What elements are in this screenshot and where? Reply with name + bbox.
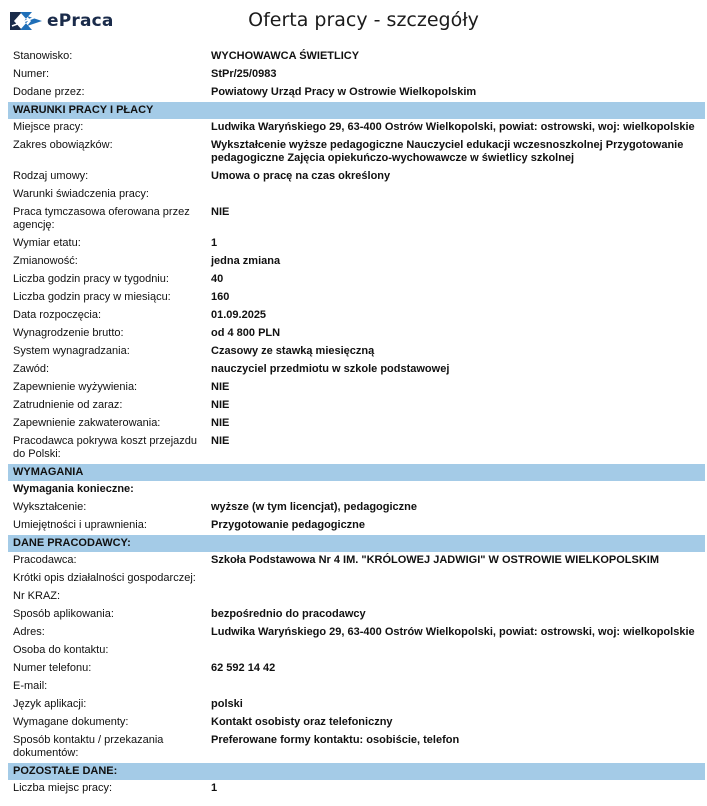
- detail-row: [8, 289, 705, 307]
- detail-row: [8, 137, 705, 168]
- detail-row: [8, 168, 705, 186]
- row-value: [211, 680, 705, 693]
- row-value: NIE: [211, 417, 230, 429]
- detail-row: [8, 307, 705, 325]
- detail-row: [8, 361, 705, 379]
- warunki-section: [8, 119, 705, 464]
- detail-row: [8, 204, 705, 235]
- row-value: Ludwika Waryńskiego 29, 63-400 Ostrów Wielkopolski, powiat: ostrowski, woj: wielkopolskie: [211, 121, 695, 133]
- detail-row: [8, 678, 705, 696]
- row-value: Czasowy ze stawką miesięczną: [211, 345, 375, 357]
- detail-row: [8, 732, 705, 763]
- detail-row: [8, 66, 705, 84]
- row-value: nauczyciel przedmiotu w szkole podstawowej: [211, 363, 450, 375]
- detail-row: [8, 588, 705, 606]
- pracodawca-section: [8, 552, 705, 763]
- row-label: Pracodawca pokrywa koszt przejazdu do Polski:: [13, 435, 198, 460]
- row-value: 01.09.2025: [211, 309, 267, 321]
- detail-row: [8, 433, 705, 464]
- row-value: polski: [211, 698, 243, 710]
- section-header-pracodawca: DANE PRACODAWCY:: [8, 535, 705, 552]
- row-label: Nr KRAZ:: [13, 590, 61, 602]
- row-label: Sposób kontaktu / przekazania dokumentów:: [13, 734, 164, 759]
- row-value: wyższe (w tym licencjat), pedagogiczne: [211, 501, 417, 513]
- row-label: E-mail:: [13, 680, 48, 692]
- row-label: Krótki opis działalności gospodarczej:: [13, 572, 196, 584]
- row-label: Wynagrodzenie brutto:: [13, 327, 124, 339]
- row-label: Zapewnienie wyżywienia:: [13, 381, 138, 393]
- detail-row: [8, 119, 705, 137]
- logo-text: ePraca: [47, 11, 114, 31]
- offer-details: [8, 48, 705, 798]
- wymagania-section: [8, 481, 705, 535]
- row-value: [211, 590, 705, 603]
- required-subheading: Wymagania konieczne:: [13, 483, 134, 495]
- row-label: Język aplikacji:: [13, 698, 87, 710]
- row-label: Wykształcenie:: [13, 501, 87, 513]
- row-value: Umowa o pracę na czas określony: [211, 170, 391, 182]
- row-label: Zatrudnienie od zaraz:: [13, 399, 123, 411]
- row-value: 1: [211, 237, 218, 249]
- row-label: Numer telefonu:: [13, 662, 92, 674]
- detail-row: [8, 379, 705, 397]
- row-value: [211, 188, 705, 201]
- row-label: Miejsce pracy:: [13, 121, 84, 133]
- row-label: Liczba godzin pracy w tygodniu:: [13, 273, 169, 285]
- detail-row: [8, 48, 705, 66]
- row-label: Zapewnienie zakwaterowania:: [13, 417, 161, 429]
- row-value: Ludwika Waryńskiego 29, 63-400 Ostrów Wielkopolski, powiat: ostrowski, woj: wielkopolskie: [211, 626, 695, 638]
- row-label: Rodzaj umowy:: [13, 170, 89, 182]
- row-label: Zmianowość:: [13, 255, 78, 267]
- detail-row: [8, 517, 705, 535]
- row-label: Wymiar etatu:: [13, 237, 81, 249]
- detail-row: [8, 499, 705, 517]
- row-value: NIE: [211, 206, 230, 218]
- row-label: System wynagradzania:: [13, 345, 130, 357]
- row-value: [211, 644, 705, 657]
- detail-row: [8, 552, 705, 570]
- detail-row: [8, 660, 705, 678]
- row-value: Przygotowanie pedagogiczne: [211, 519, 366, 531]
- row-value: Wykształcenie wyższe pedagogiczne Nauczyciel edukacji wczesnoszkolnej Przygotowanie pedagogiczne Zajęcia opiekuńczo-wychowawcze w świetlicy szkolnej: [211, 139, 684, 164]
- detail-row: [8, 253, 705, 271]
- row-value: WYCHOWAWCA ŚWIETLICY: [211, 50, 360, 62]
- section-header-wymagania: WYMAGANIA: [8, 464, 705, 481]
- detail-row: [8, 186, 705, 204]
- row-value: [268, 572, 705, 585]
- row-label: Numer:: [13, 68, 50, 80]
- row-label: Zawód:: [13, 363, 50, 375]
- row-label: Data rozpoczęcia:: [13, 309, 102, 321]
- row-label: Zakres obowiązków:: [13, 139, 113, 151]
- row-label: Adres:: [13, 626, 45, 638]
- row-value: Preferowane formy kontaktu: osobiście, telefon: [211, 734, 460, 746]
- row-label: Sposób aplikowania:: [13, 608, 114, 620]
- detail-row: [8, 397, 705, 415]
- row-label: Stanowisko:: [13, 50, 73, 62]
- row-value: od 4 800 PLN: [211, 327, 281, 339]
- row-label: Praca tymczasowa oferowana przez agencję:: [13, 206, 190, 231]
- pozostale-section: [8, 780, 705, 798]
- row-value: 1: [211, 782, 218, 794]
- section-header-pozostale: POZOSTAŁE DANE:: [8, 763, 705, 780]
- page-title: Oferta pracy - szczegóły: [248, 9, 479, 31]
- detail-row: [8, 343, 705, 361]
- row-value: NIE: [211, 399, 230, 411]
- detail-row: [8, 714, 705, 732]
- detail-row: [8, 570, 705, 588]
- row-value: 40: [211, 273, 224, 285]
- row-value: StPr/25/0983: [211, 68, 277, 80]
- row-label: Osoba do kontaktu:: [13, 644, 109, 656]
- row-label: Umiejętności i uprawnienia:: [13, 519, 147, 531]
- row-value: Szkoła Podstawowa Nr 4 IM. "KRÓLOWEJ JADWIGI" W OSTROWIE WIELKOPOLSKIM: [211, 554, 660, 566]
- detail-row: [8, 84, 705, 102]
- row-value: 62 592 14 42: [211, 662, 276, 674]
- detail-row: [8, 624, 705, 642]
- detail-row: [8, 271, 705, 289]
- row-label: Pracodawca:: [13, 554, 77, 566]
- row-value: bezpośrednio do pracodawcy: [211, 608, 366, 620]
- detail-row: [8, 325, 705, 343]
- detail-row: [8, 606, 705, 624]
- row-label: Liczba godzin pracy w miesiącu:: [13, 291, 171, 303]
- detail-row: [8, 642, 705, 660]
- row-label: Warunki świadczenia pracy:: [13, 188, 149, 200]
- row-label: Wymagane dokumenty:: [13, 716, 129, 728]
- detail-row: [8, 696, 705, 714]
- detail-row: [8, 235, 705, 253]
- detail-row: [8, 780, 705, 798]
- row-value: jedna zmiana: [211, 255, 281, 267]
- section-header-warunki: WARUNKI PRACY I PŁACY: [8, 102, 705, 119]
- row-value: Kontakt osobisty oraz telefoniczny: [211, 716, 393, 728]
- row-value: NIE: [211, 381, 230, 393]
- detail-row: [8, 415, 705, 433]
- row-label: Liczba miejsc pracy:: [13, 782, 113, 794]
- top-section: [8, 48, 705, 102]
- row-label: Dodane przez:: [13, 86, 85, 98]
- page-header: [0, 0, 707, 44]
- row-value: 160: [211, 291, 230, 303]
- row-value: Powiatowy Urząd Pracy w Ostrowie Wielkopolskim: [211, 86, 477, 98]
- row-value: NIE: [211, 435, 230, 447]
